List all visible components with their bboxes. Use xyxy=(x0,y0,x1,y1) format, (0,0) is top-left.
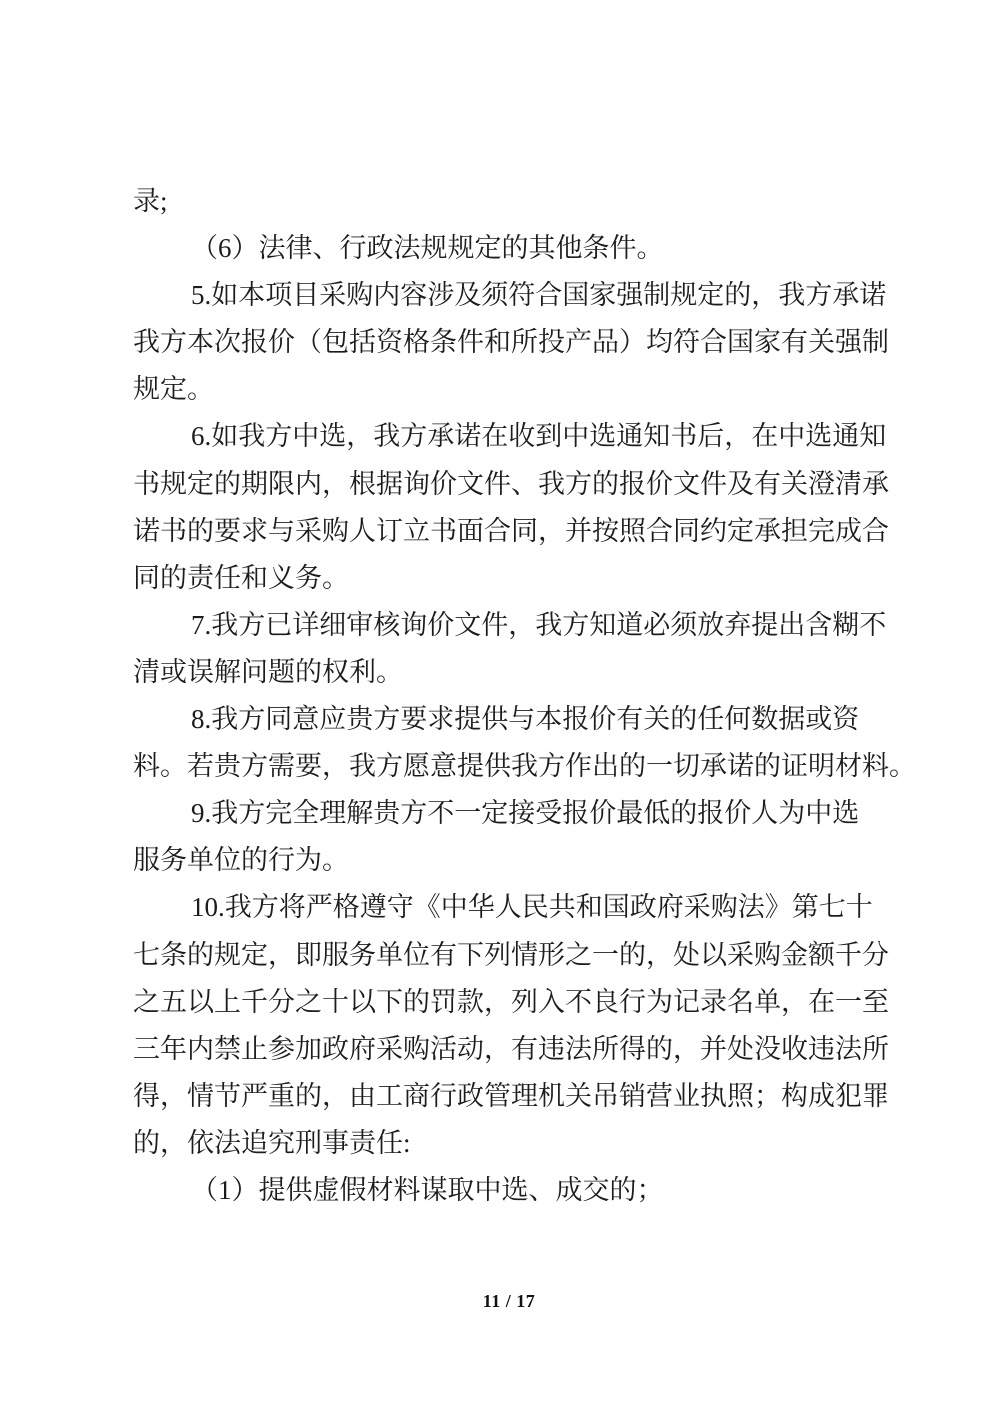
page-footer xyxy=(133,1291,885,1312)
text-line: 7.我方已详细审核询价文件，我方知道必须放弃提出含糊不 xyxy=(191,609,887,640)
document-body xyxy=(133,178,916,1214)
text-line: 6.如我方中选，我方承诺在收到中选通知书后，在中选通知 xyxy=(191,421,887,452)
text-line: 诺书的要求与采购人订立书面合同，并按照合同约定承担完成合 xyxy=(133,515,889,546)
text-line: 9.我方完全理解贵方不一定接受报价最低的报价人为中选 xyxy=(191,798,860,829)
text-line: 的，依法追究刑事责任: xyxy=(133,1127,411,1158)
text-line: 5.如本项目采购内容涉及须符合国家强制规定的，我方承诺 xyxy=(191,280,887,311)
text-line: 规定。 xyxy=(133,374,214,405)
text-line: （6）法律、行政法规规定的其他条件。 xyxy=(191,233,664,264)
text-line: 10.我方将严格遵守《中华人民共和国政府采购法》第七十 xyxy=(191,892,873,923)
text-line: 之五以上千分之十以下的罚款，列入不良行为记录名单，在一至 xyxy=(133,986,889,1017)
text-line: 服务单位的行为。 xyxy=(133,845,349,876)
text-line: （1）提供虚假材料谋取中选、成交的； xyxy=(191,1174,664,1205)
text-line: 书规定的期限内，根据询价文件、我方的报价文件及有关澄清承 xyxy=(133,468,889,499)
text-line: 同的责任和义务。 xyxy=(133,562,349,593)
text-line: 清或误解问题的权利。 xyxy=(133,656,403,687)
text-line: 我方本次报价（包括资格条件和所投产品）均符合国家有关强制 xyxy=(133,327,889,358)
text-line: 录; xyxy=(133,186,168,216)
text-line: 料。若贵方需要，我方愿意提供我方作出的一切承诺的证明材料。 xyxy=(133,751,916,782)
page-number: 11 / 17 xyxy=(482,1291,536,1311)
text-line: 三年内禁止参加政府采购活动，有违法所得的，并处没收违法所 xyxy=(133,1033,889,1064)
text-line: 得，情节严重的，由工商行政管理机关吊销营业执照；构成犯罪 xyxy=(133,1080,889,1111)
text-line: 七条的规定，即服务单位有下列情形之一的，处以采购金额千分 xyxy=(133,939,889,970)
text-line: 8.我方同意应贵方要求提供与本报价有关的任何数据或资 xyxy=(191,704,860,735)
